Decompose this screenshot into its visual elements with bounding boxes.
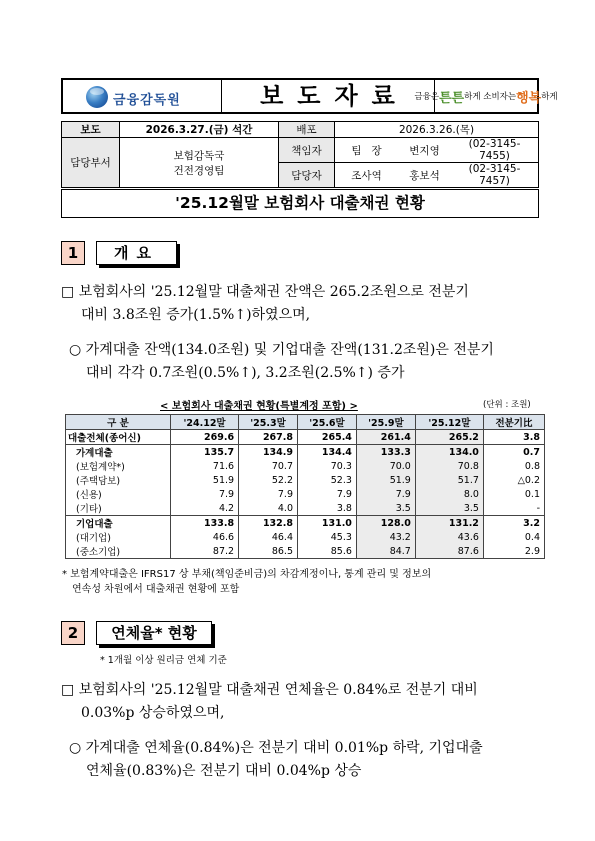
table-cell: 7.9 [356,487,415,501]
section1-p2-line1: 가계대출 잔액(134.0조원) 및 기업대출 잔액(131.2조원)은 전분기 [85,342,494,358]
section2-label: 연체율* 현황 [96,621,212,645]
loan-table [65,414,545,559]
table-row [66,516,545,531]
globe-icon [86,86,108,108]
table-cell: 70.7 [239,459,298,473]
table-note [62,567,542,597]
col-header: '25.6말 [298,415,357,430]
report-label: 보도 [62,122,120,138]
press-release-title: 보도자료 [221,80,435,112]
table-cell: 70.0 [356,459,415,473]
section2-p1-line1: 보험회사의 '25.12월말 대출채권 연체율은 0.84%로 전분기 대비 [78,682,478,698]
table-cell: 45.3 [298,530,357,544]
col-header: '24.12말 [171,415,239,430]
press-release-header [61,78,558,114]
distribute-label: 배포 [279,122,335,138]
table-cell: 2.9 [483,544,544,559]
table-row [66,459,545,473]
table-cell: 0.8 [483,459,544,473]
table-cell: 265.4 [298,430,357,445]
section1-number: 1 [61,241,85,265]
table-cell: 269.6 [171,430,239,445]
section2-p2-line2: 연체율(0.83%)은 전분기 대비 0.04%p 상승 [86,763,362,779]
staff-label: 담당자 [279,163,335,188]
resp-name: 변지영 [398,138,451,163]
table-cell: 70.8 [415,459,483,473]
section2-footnote: * 1개월 이상 원리금 연체 기준 [100,655,227,666]
table-cell: 87.6 [415,544,483,559]
table-cell: 0.1 [483,487,544,501]
table-cell: 8.0 [415,487,483,501]
table-cell: 3.8 [298,501,357,516]
fss-logo [63,80,222,112]
staff-role: 조사역 [335,163,399,188]
table-unit: (단위 : 조원) [483,400,531,410]
section1-paragraph1 [61,281,541,327]
table-cell: 265.2 [415,430,483,445]
section2-paragraph1 [61,679,541,725]
section2-paragraph2 [69,737,544,783]
distribute-value: 2026.3.26.(목) [335,122,539,138]
row-label: (주택담보) [66,473,171,487]
table-cell: 135.7 [171,445,239,460]
table-row [66,473,545,487]
row-label: (신용) [66,487,171,501]
table-cell: 51.7 [415,473,483,487]
table-cell: 261.4 [356,430,415,445]
dept-value [120,138,279,188]
report-value: 2026.3.27.(금) 석간 [120,122,279,138]
table-cell: 133.8 [171,516,239,531]
section1-p2-line2: 대비 각각 0.7조원(0.5%↑), 3.2조원(2.5%↑) 증가 [86,365,405,381]
table-cell: 3.5 [356,501,415,516]
table-cell: 84.7 [356,544,415,559]
table-cell: 51.9 [356,473,415,487]
section1-p1-line2: 대비 3.8조원 증가(1.5%↑)하였으며, [81,307,311,323]
row-label: (보험계약*) [66,459,171,473]
table-cell: 43.6 [415,530,483,544]
section2-p1-line2: 0.03%p 상승하였으며, [81,705,225,721]
staff-name: 홍보석 [398,163,451,188]
dept-label: 담당부서 [62,138,120,188]
table-cell: 87.2 [171,544,239,559]
table-cell: 133.3 [356,445,415,460]
section1-paragraph2 [69,339,544,385]
row-label: (중소기업) [66,544,171,559]
table-cell: △0.2 [483,473,544,487]
table-cell: 4.0 [239,501,298,516]
table-cell: 7.9 [171,487,239,501]
release-info-table [61,121,539,188]
col-header: '25.12말 [415,415,483,430]
table-caption: < 보험회사 대출채권 현황(특별계정 포함) > [160,401,358,412]
staff-phone: (02-3145-7457) [451,163,539,188]
table-cell: 131.2 [415,516,483,531]
table-note-line1: * 보험계약대출은 IFRS17 상 부채(책임준비금)의 차감계정이나, 통계 관리 및 정보의 [62,569,432,580]
resp-role: 팀 장 [335,138,399,163]
row-label: 대출전체(종어신) [66,430,171,445]
slogan-word-happy: 행복 [516,90,542,106]
slogan-pre: 금융은 [414,92,439,102]
logo-text: 금융감독원 [113,93,181,108]
col-header: '25.3말 [239,415,298,430]
row-label: (기타) [66,501,171,516]
table-cell: 7.9 [298,487,357,501]
circle-bullet: ○ [69,342,82,358]
resp-phone: (02-3145-7455) [451,138,539,163]
table-cell: 3.2 [483,516,544,531]
col-header: '25.9말 [356,415,415,430]
table-cell: 267.8 [239,430,298,445]
row-label: 기업대출 [66,516,171,531]
slogan-word-sturdy: 튼튼 [439,90,465,106]
table-row [66,530,545,544]
circle-bullet: ○ [69,740,82,756]
slogan-mid: 하게 소비자는 [464,92,517,102]
table-cell: 71.6 [171,459,239,473]
dept-line2: 건전경영팀 [173,164,225,177]
table-cell: 51.9 [171,473,239,487]
table-cell: 134.0 [415,445,483,460]
table-row [66,544,545,559]
table-cell: 7.9 [239,487,298,501]
document-title: '25.12월말 보험회사 대출채권 현황 [61,189,539,218]
table-note-line2: 연속성 차원에서 대출채권 현황에 포함 [72,584,240,595]
table-cell: 70.3 [298,459,357,473]
table-cell: 0.7 [483,445,544,460]
table-row [66,501,545,516]
table-cell: 52.3 [298,473,357,487]
table-cell: 134.9 [239,445,298,460]
table-cell: 0.4 [483,530,544,544]
dept-line1: 보험감독국 [173,149,225,162]
table-cell: 46.6 [171,530,239,544]
col-header: 구 분 [66,415,171,430]
square-bullet: □ [61,284,75,300]
row-label: 가계대출 [66,445,171,460]
slogan [414,80,558,112]
table-cell: 46.4 [239,530,298,544]
table-cell: - [483,501,544,516]
section2-p2-line1: 가계대출 연체율(0.84%)은 전분기 대비 0.01%p 하락, 기업대출 [85,740,483,756]
table-cell: 43.2 [356,530,415,544]
table-cell: 128.0 [356,516,415,531]
table-cell: 3.8 [483,430,544,445]
table-cell: 4.2 [171,501,239,516]
table-cell: 3.5 [415,501,483,516]
table-row [66,445,545,460]
table-row [66,430,545,445]
slogan-post: 하게 [541,92,558,102]
table-cell: 134.4 [298,445,357,460]
table-cell: 131.0 [298,516,357,531]
table-row [66,487,545,501]
col-header: 전분기比 [483,415,544,430]
section2-number: 2 [61,621,85,645]
resp-label: 책임자 [279,138,335,163]
section1-p1-line1: 보험회사의 '25.12월말 대출채권 잔액은 265.2조원으로 전분기 [78,284,469,300]
table-cell: 52.2 [239,473,298,487]
table-header-row [66,415,545,430]
square-bullet: □ [61,682,75,698]
table-cell: 132.8 [239,516,298,531]
row-label: (대기업) [66,530,171,544]
section1-label: 개요 [96,241,177,265]
table-cell: 85.6 [298,544,357,559]
table-cell: 86.5 [239,544,298,559]
